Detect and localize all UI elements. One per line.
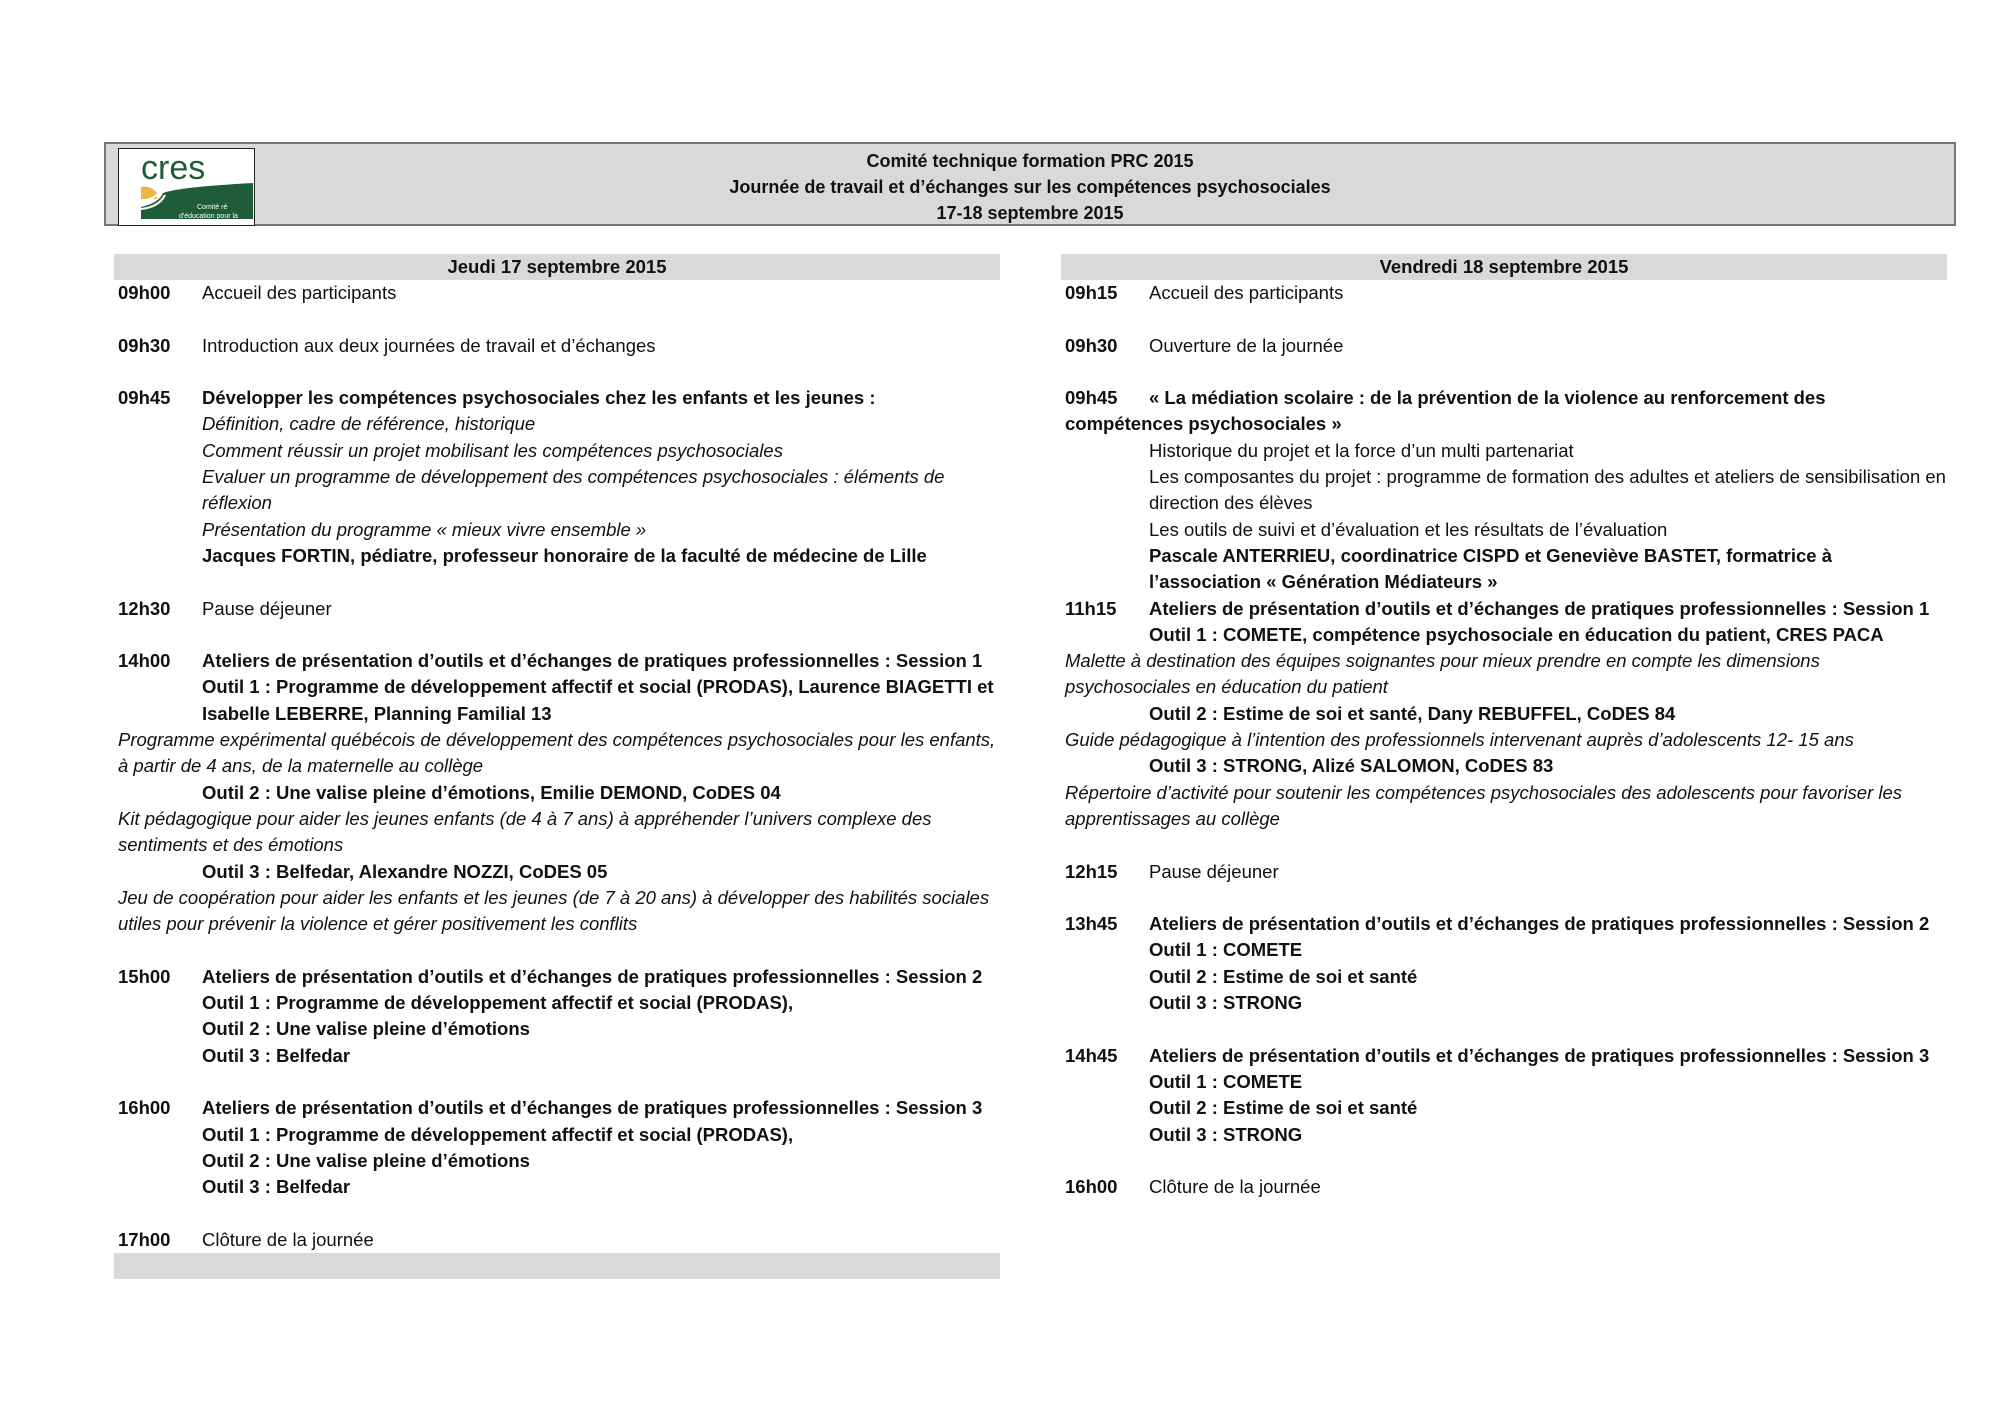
tool-name: Outil 2 : Estime de soi et santé, Dany REBUFFEL, CoDES 84 <box>1149 702 1676 724</box>
header-line-2: Journée de travail et d’échanges sur les compétences psychosociales <box>729 177 1331 197</box>
time: 09h30 <box>1065 334 1118 356</box>
day1-title: Jeudi 17 septembre 2015 <box>114 254 1000 280</box>
tool-name: Outil 3 : STRONG <box>1149 992 1303 1014</box>
time: 15h00 <box>118 965 171 987</box>
time: 17h00 <box>118 1228 171 1250</box>
item-title: Ateliers de présentation d’outils et d’échanges de pratiques professionnelles : Session 1 <box>1149 597 1930 619</box>
item-text: Clôture de la journée <box>1149 1176 1321 1198</box>
tool-name: Outil 1 : Programme de développement affectif et social (PRODAS), <box>202 992 794 1014</box>
tool-name: Outil 1 : COMETE <box>1149 939 1303 961</box>
tool-description: Jeu de coopération pour aider les enfants et les jeunes (de 7 à 20 ans) à développer des habilités sociales utiles pour prévenir la violence et gérer positivement les conflits <box>118 886 990 935</box>
item-title: Ateliers de présentation d’outils et d’échanges de pratiques professionnelles : Session 3 <box>202 1097 983 1119</box>
item-subtopic: Présentation du programme « mieux vivre ensemble » <box>202 518 647 540</box>
tool-name: Outil 2 : Une valise pleine d’émotions <box>202 1149 530 1171</box>
tool-description: Guide pédagogique à l’intention des professionnels intervenant auprès d’adolescents 12- 15 ans <box>1065 729 1854 751</box>
time: 14h00 <box>118 650 171 672</box>
item-subtopic: Historique du projet et la force d’un multi partenariat <box>1149 439 1574 461</box>
item-text: Pause déjeuner <box>202 597 332 619</box>
tool-description: Kit pédagogique pour aider les jeunes enfants (de 4 à 7 ans) à appréhender l’univers complexe des sentiments et des émotions <box>118 807 932 856</box>
schedule-item <box>114 333 1000 359</box>
tool-name: Outil 3 : Belfedar <box>202 1176 351 1198</box>
tool-description: Programme expérimental québécois de développement des compétences psychosociales pour les enfants, à partir de 4 ans, de la maternelle au collège <box>118 729 996 777</box>
schedule-item <box>114 596 1000 622</box>
item-text: Pause déjeuner <box>1149 860 1279 882</box>
tool-name: Outil 3 : STRONG <box>1149 1123 1303 1145</box>
time: 09h30 <box>118 334 171 356</box>
item-title-continued: compétences psychosociales » <box>1065 413 1342 435</box>
schedule-item <box>1061 333 1947 359</box>
item-speaker: Jacques FORTIN, pédiatre, professeur honoraire de la faculté de médecine de Lille <box>202 544 927 566</box>
item-text: Ouverture de la journée <box>1149 334 1344 356</box>
schedule-item <box>1061 385 1947 595</box>
schedule-item <box>1061 859 1947 885</box>
svg-text:Comité ré: Comité ré <box>197 204 228 211</box>
time: 12h30 <box>118 597 171 619</box>
tool-name: Outil 3 : Belfedar <box>202 1044 351 1066</box>
day1-schedule <box>114 254 1000 1279</box>
item-text: Introduction aux deux journées de travail et d’échanges <box>202 334 656 356</box>
item-subtopic: Définition, cadre de référence, historique <box>202 413 536 435</box>
schedule-item <box>114 1227 1000 1253</box>
tool-name: Outil 2 : Estime de soi et santé <box>1149 965 1418 987</box>
day2-title: Vendredi 18 septembre 2015 <box>1061 254 1947 280</box>
document-header <box>104 142 1956 226</box>
item-title: Ateliers de présentation d’outils et d’échanges de pratiques professionnelles : Session 2 <box>202 965 983 987</box>
schedule-item <box>114 648 1000 937</box>
time: 12h15 <box>1065 860 1118 882</box>
svg-text:cres: cres <box>141 149 206 187</box>
item-text: Accueil des participants <box>1149 282 1344 303</box>
item-subtopic: Les composantes du projet : programme de formation des adultes et ateliers de sensibilisation en direction des élèves <box>1149 466 1946 514</box>
time: 16h00 <box>118 1097 171 1119</box>
item-subtopic: Les outils de suivi et d’évaluation et les résultats de l’évaluation <box>1149 518 1668 540</box>
tool-name: Outil 1 : COMETE <box>1149 1070 1303 1092</box>
tool-description: Malette à destination des équipes soignantes pour mieux prendre en compte les dimensions psychosociales en éducation du patient <box>1065 650 1820 698</box>
tool-name: Outil 1 : COMETE, compétence psychosociale en éducation du patient, CRES PACA <box>1149 623 1884 645</box>
svg-text:d'éducation pour la: d'éducation pour la <box>179 213 238 220</box>
time: 09h45 <box>118 387 171 409</box>
header-titles <box>106 148 1954 226</box>
tool-name: Outil 2 : Une valise pleine d’émotions, Emilie DEMOND, CoDES 04 <box>202 781 781 803</box>
item-subtopic: Evaluer un programme de développement des compétences psychosociales : éléments de réflexion <box>202 466 945 514</box>
time: 14h45 <box>1065 1044 1118 1066</box>
tool-name: Outil 1 : Programme de développement affectif et social (PRODAS), <box>202 1123 794 1145</box>
schedule-item <box>114 385 1000 569</box>
item-title: « La médiation scolaire : de la prévention de la violence au renforcement des <box>1149 387 1826 409</box>
day2-schedule <box>1061 254 1947 1200</box>
item-title: Ateliers de présentation d’outils et d’échanges de pratiques professionnelles : Session 2 <box>1149 913 1930 935</box>
schedule-item <box>1061 1174 1947 1200</box>
time: 09h15 <box>1065 282 1118 303</box>
tool-name: Outil 3 : Belfedar, Alexandre NOZZI, CoDES 05 <box>202 860 608 882</box>
schedule-item <box>1061 911 1947 1016</box>
schedule-item <box>114 964 1000 1069</box>
tool-name: Outil 2 : Une valise pleine d’émotions <box>202 1018 530 1040</box>
schedule-item <box>1061 280 1947 306</box>
day1-footer-bar <box>114 1253 1000 1279</box>
schedule-item <box>114 1095 1000 1200</box>
tool-name: Outil 3 : STRONG, Alizé SALOMON, CoDES 83 <box>1149 755 1554 777</box>
schedule-item <box>1061 1043 1947 1148</box>
item-title: Développer les compétences psychosociales chez les enfants et les jeunes : <box>202 387 876 409</box>
tool-name: Outil 2 : Estime de soi et santé <box>1149 1097 1418 1119</box>
item-text: Clôture de la journée <box>202 1228 374 1250</box>
item-speaker: Pascale ANTERRIEU, coordinatrice CISPD et Geneviève BASTET, formatrice à l’association « Génération Médiateurs » <box>1149 544 1833 593</box>
item-subtopic: Comment réussir un projet mobilisant les compétences psychosociales <box>202 439 783 461</box>
schedule-item <box>1061 596 1947 833</box>
item-title: Ateliers de présentation d’outils et d’échanges de pratiques professionnelles : Session 3 <box>1149 1044 1930 1066</box>
time: 09h00 <box>118 282 171 303</box>
header-line-3: 17-18 septembre 2015 <box>936 203 1124 223</box>
time: 16h00 <box>1065 1176 1118 1198</box>
tool-name: Outil 1 : Programme de développement affectif et social (PRODAS), Laurence BIAGETTI et Isabelle LEBERRE, Planning Familial 13 <box>202 676 994 724</box>
time: 13h45 <box>1065 913 1118 935</box>
schedule-item <box>114 280 1000 306</box>
header-line-1: Comité technique formation PRC 2015 <box>866 151 1194 171</box>
item-title: Ateliers de présentation d’outils et d’échanges de pratiques professionnelles : Session 1 <box>202 650 983 672</box>
time: 11h15 <box>1065 597 1117 619</box>
item-text: Accueil des participants <box>202 282 397 303</box>
tool-description: Répertoire d’activité pour soutenir les compétences psychosociales des adolescents pour favoriser les apprentissages au collège <box>1065 781 1903 829</box>
time: 09h45 <box>1065 387 1118 409</box>
